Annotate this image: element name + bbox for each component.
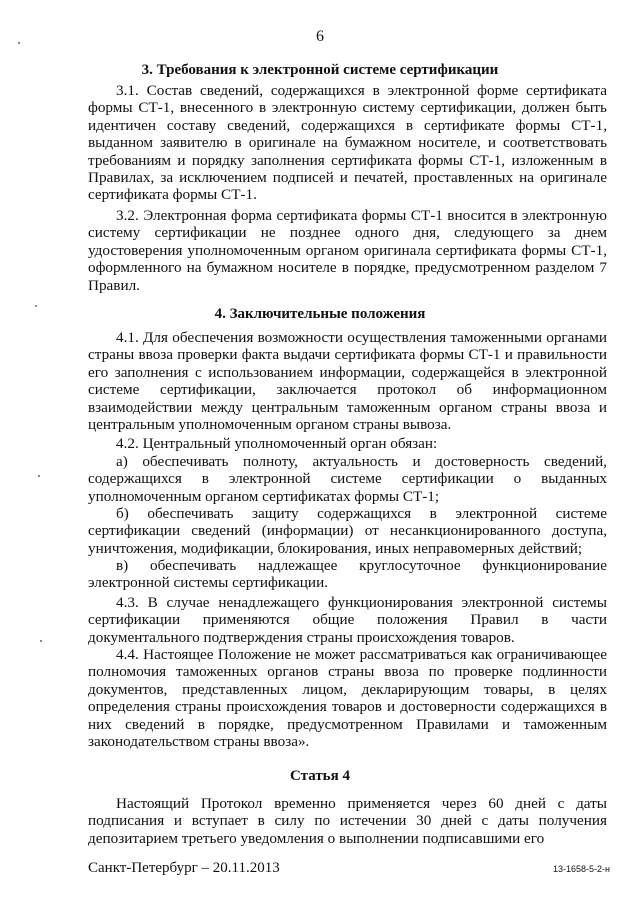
page-number: 6 xyxy=(316,28,324,45)
article-4-paragraph: Настоящий Протокол временно применяется через 60 дней с даты подписания и вступает в силу по истечении 30 дней с даты получения депозитарием третьего уведомления о выполнении подписавшими его xyxy=(88,795,607,847)
paragraph-4-4: 4.4. Настоящее Положение не может рассматриваться как ограничивающее полномочия таможенных органов страны ввоза по проверке подлинности документов, представленных лицом, декларирующим товары, в целях определения страны происхождения товаров и достоверности содержащихся в них сведений в порядке, предусмотренном Правилами и таможенным законодательством страны ввоза». xyxy=(88,646,607,751)
paragraph-4-2-c: в) обеспечивать надлежащее круглосуточное функционирование электронной системы сертификации. xyxy=(88,557,607,592)
footer-place-date: Санкт-Петербург – 20.11.2013 xyxy=(88,860,280,876)
scan-artifact xyxy=(40,640,42,642)
scan-artifact xyxy=(18,42,20,44)
paragraph-3-2: 3.2. Электронная форма сертификата формы СТ-1 вносится в электронную систему сертификации не позднее одного дня, следующего за днем удостоверения уполномоченным органом оригинала сертификата формы СТ-1, оформленного на бумажном носителе в порядке, предусмотренном разделом 7 Правил. xyxy=(88,207,607,294)
scan-artifact xyxy=(35,305,37,307)
scan-artifact xyxy=(38,475,40,477)
section-3-title: 3. Требования к электронной системе сертификации xyxy=(141,62,499,78)
footer-doc-code: 13-1658-5-2-н xyxy=(552,864,610,874)
paragraph-4-2-b: б) обеспечивать защиту содержащихся в электронной системе сертификации сведений (информации) от несанкционированного доступа, уничтожения, модификации, блокирования, иных неправомерных действий; xyxy=(88,505,607,557)
paragraph-4-2: 4.2. Центральный уполномоченный орган обязан: xyxy=(116,435,438,452)
section-4-title: 4. Заключительные положения xyxy=(214,306,426,322)
paragraph-3-1: 3.1. Состав сведений, содержащихся в электронной форме сертификата формы СТ-1, внесенного в электронную систему сертификации, должен быть идентичен составу сведений, содержащихся в сертификате формы СТ-1, выданном заявителю в оригинале на бумажном носителе, и соответствовать требованиям и порядку заполнения сертификата формы СТ-1, изложенным в Правилах, за исключением подписей и печатей, проставленных на оригинале сертификата формы СТ-1. xyxy=(88,82,607,204)
paragraph-4-1: 4.1. Для обеспечения возможности осуществления таможенными органами страны ввоза проверки факта выдачи сертификата формы СТ-1 и правильности его заполнения с использованием информации, содержащейся в электронной системе сертификации, заключается протокол об информационном взаимодействии между центральным таможенным органом страны ввоза и центральным уполномоченным органом страны вывоза. xyxy=(88,329,607,434)
paragraph-4-3: 4.3. В случае ненадлежащего функционирования электронной системы сертификации применяются общие положения Правил в части документального подтверждения страны происхождения товаров. xyxy=(88,594,607,646)
article-4-title: Статья 4 xyxy=(290,768,350,784)
paragraph-4-2-a: а) обеспечивать полноту, актуальность и достоверность сведений, содержащихся в электронной системе сертификации о выданных уполномоченным органом сертификатах формы СТ-1; xyxy=(88,453,607,505)
